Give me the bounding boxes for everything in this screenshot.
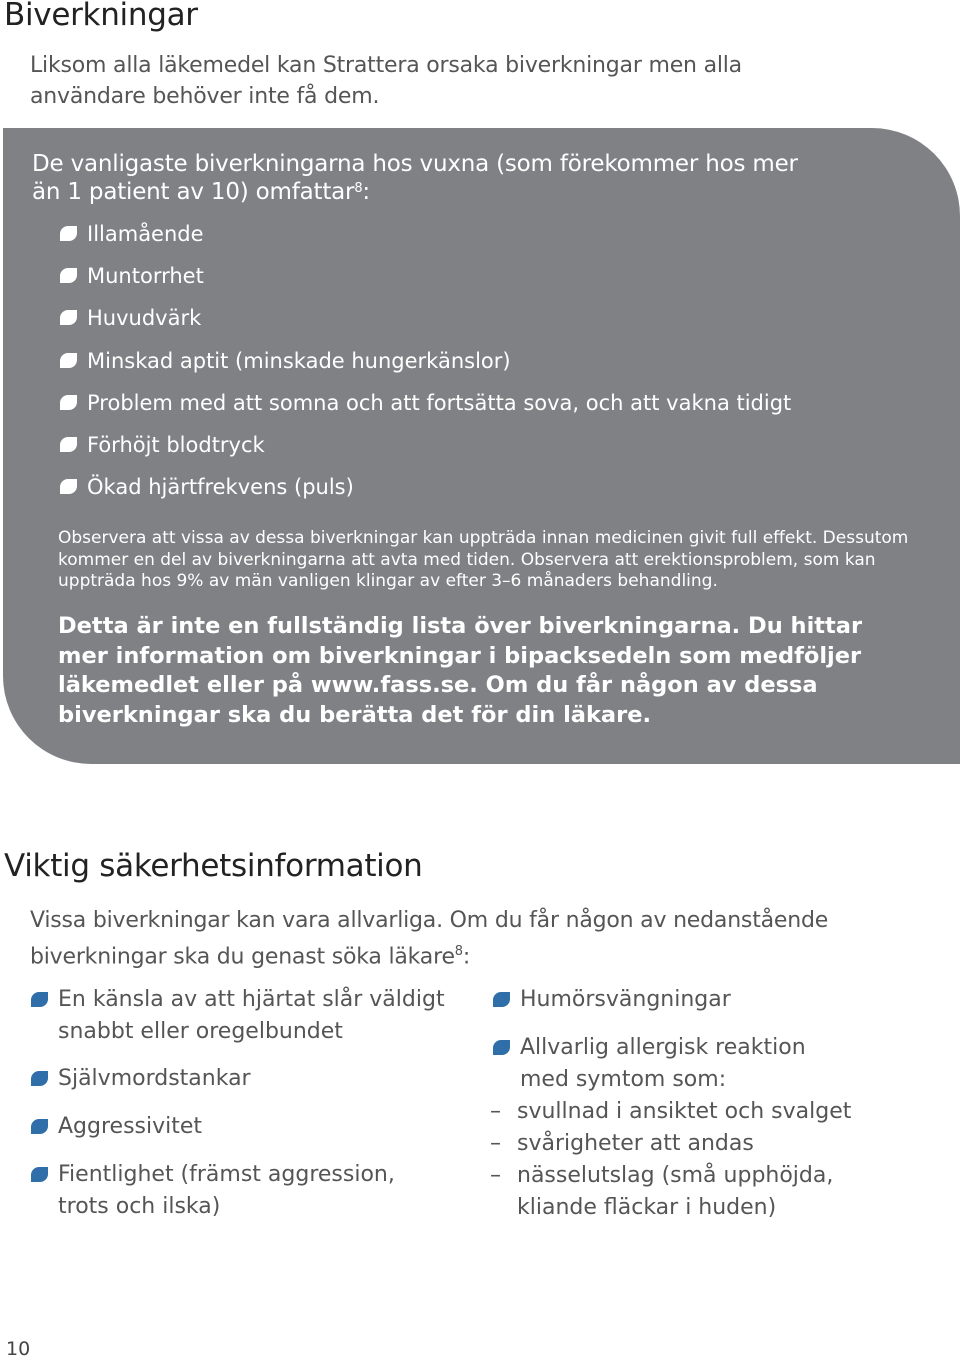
leaf-bullet-icon bbox=[60, 437, 77, 452]
list-item-label: Problem med att somna och att fortsätta sova, och att vakna tidigt bbox=[87, 390, 792, 415]
list-item-label: Illamående bbox=[87, 222, 204, 246]
leaf-bullet-icon bbox=[31, 1119, 48, 1134]
list-item-label: Ökad hjärtfrekvens (puls) bbox=[87, 475, 354, 500]
panel-lead-colon: : bbox=[362, 179, 370, 205]
section-intro: Liksom alla läkemedel kan Strattera orsaka biverkningar men alla användare behöver inte få dem. bbox=[30, 53, 742, 109]
footnote-ref: 8 bbox=[454, 944, 463, 959]
list-item-label: En känsla av att hjärtat slår väldigt snabbt eller oregelbundet bbox=[58, 987, 445, 1044]
list-item-label: nässelutslag (små upphöjda, kliande fläckar i huden) bbox=[517, 1163, 834, 1220]
leaf-bullet-icon bbox=[60, 479, 77, 494]
list-item bbox=[31, 984, 451, 1048]
leaf-bullet-icon bbox=[60, 268, 77, 283]
list-item bbox=[60, 473, 791, 515]
panel-note: Observera att vissa av dessa biverkningar kan uppträda innan medicinen givit full effekt. Dessutom kommer en del av biverkningarna att avta med tiden. Observera att erektionsproblem, som kan uppträda hos 9% av män vanligen klingar av efter 3–6 månaders behandling. bbox=[58, 528, 909, 591]
list-item-label: svullnad i ansiktet och svalget bbox=[517, 1099, 852, 1124]
leaf-bullet-icon bbox=[60, 226, 77, 241]
section-title-biverkningar: Biverkningar bbox=[4, 0, 198, 33]
list-item bbox=[60, 220, 791, 262]
allergic-symptoms-list bbox=[490, 1096, 920, 1224]
dash-bullet-icon: – bbox=[490, 1163, 501, 1188]
section-title-safety: Viktig säkerhetsinformation bbox=[4, 848, 423, 884]
panel-lead-text: De vanligaste biverkningarna hos vuxna (som förekommer hos mer än 1 patient av 10) omfattar bbox=[32, 151, 798, 205]
leaf-bullet-icon bbox=[493, 1040, 510, 1055]
list-item-label: Fientlighet (främst aggression, trots och ilska) bbox=[58, 1162, 395, 1219]
list-item-label: Muntorrhet bbox=[87, 264, 204, 289]
list-item-label: Förhöjt blodtryck bbox=[87, 432, 265, 457]
list-item bbox=[490, 1128, 920, 1160]
list-item bbox=[60, 389, 791, 431]
list-item bbox=[490, 1160, 897, 1224]
safety-intro-text: Vissa biverkningar kan vara allvarliga. Om du får någon av nedanstående biverkningar ska du genast söka läkare bbox=[30, 908, 829, 970]
safety-intro-colon: : bbox=[462, 944, 471, 970]
leaf-bullet-icon bbox=[493, 992, 510, 1007]
dash-bullet-icon: – bbox=[490, 1131, 501, 1156]
list-item-label: Minskad aptit (minskade hungerkänslor) bbox=[87, 348, 511, 373]
serious-effects-list-left bbox=[31, 984, 451, 1223]
list-item bbox=[31, 1159, 398, 1223]
list-item bbox=[493, 1032, 860, 1096]
list-item-label: Allvarlig allergisk reaktion med symtom som: bbox=[520, 1035, 806, 1092]
common-side-effects-list bbox=[60, 220, 791, 515]
list-item bbox=[493, 984, 913, 1016]
list-item-label: Självmordstankar bbox=[58, 1066, 251, 1091]
leaf-bullet-icon bbox=[60, 395, 77, 410]
leaf-bullet-icon bbox=[31, 1071, 48, 1086]
list-item bbox=[60, 347, 791, 389]
footnote-ref: 8 bbox=[354, 181, 363, 196]
panel-important-note: Detta är inte en fullständig lista över biverkningarna. Du hittar mer information om biverkningar i bipacksedeln som medföljer läkemedlet eller på www.fass.se. Om du får någon av dessa biverkningar ska du berätta det för din läkare. bbox=[58, 613, 863, 728]
dash-bullet-icon: – bbox=[490, 1099, 501, 1124]
leaf-bullet-icon bbox=[60, 353, 77, 368]
list-item bbox=[490, 1096, 920, 1128]
list-item-label: Aggressivitet bbox=[58, 1114, 203, 1139]
list-item-label: Humörsvängningar bbox=[520, 987, 731, 1012]
safety-intro bbox=[30, 905, 860, 972]
leaf-bullet-icon bbox=[60, 310, 77, 325]
list-item-label: Huvudvärk bbox=[87, 306, 202, 331]
list-item bbox=[31, 1063, 451, 1095]
list-item bbox=[31, 1111, 451, 1143]
leaf-bullet-icon bbox=[31, 992, 48, 1007]
page-number: 10 bbox=[6, 1338, 31, 1360]
list-item bbox=[60, 262, 791, 304]
list-item bbox=[60, 431, 791, 473]
list-item bbox=[60, 304, 791, 346]
side-effects-panel bbox=[3, 128, 960, 764]
serious-effects-list-right bbox=[493, 984, 913, 1096]
panel-lead bbox=[32, 150, 832, 206]
leaf-bullet-icon bbox=[31, 1167, 48, 1182]
list-item-label: svårigheter att andas bbox=[517, 1131, 754, 1156]
